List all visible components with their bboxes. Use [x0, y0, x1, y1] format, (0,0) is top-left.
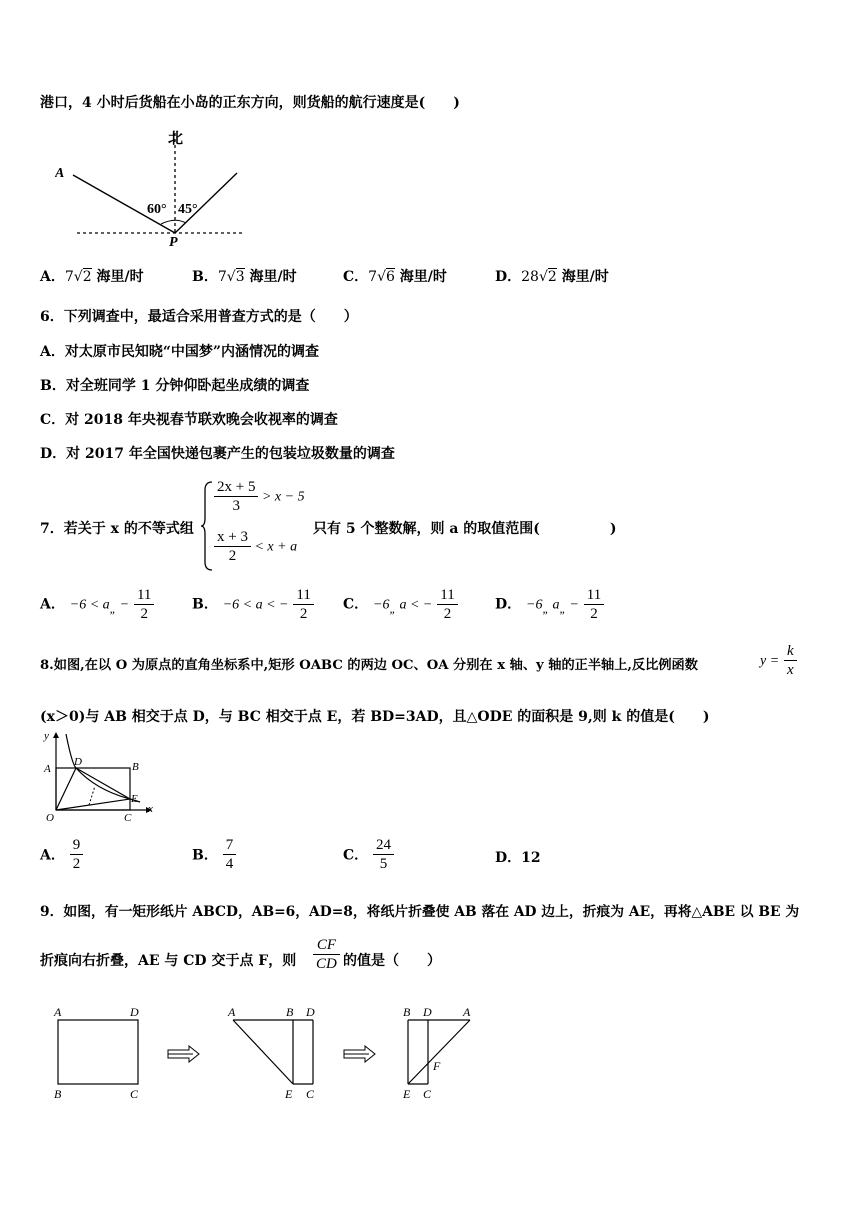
q5-option-b [192, 266, 297, 286]
q7-option-b [192, 586, 314, 623]
point-p-label: P [169, 235, 178, 250]
q8-figure [36, 728, 161, 826]
q9-stem-b2: 的值是（ ） [343, 953, 441, 969]
q7-option-c [343, 586, 458, 623]
fraction-denominator: CD [316, 956, 337, 972]
angle-45-label: 45° [178, 202, 198, 217]
option-rel-2: „ [559, 602, 566, 616]
cf-cd-fraction [313, 936, 340, 973]
fraction-numerator: 11 [437, 586, 457, 605]
point-c-label: C [124, 812, 132, 824]
fraction-denominator: 2 [140, 606, 148, 622]
q8-function [760, 642, 797, 679]
q8-option-d [495, 847, 541, 867]
fraction-denominator: 5 [379, 856, 388, 872]
option-coef: 7 [64, 269, 74, 285]
q5-option-a [40, 266, 144, 286]
option-fraction [373, 836, 394, 873]
option-radicand: 2 [82, 269, 92, 285]
fraction-denominator: 2 [299, 606, 308, 622]
option-unit: 海里/时 [249, 269, 297, 285]
ineq2-fraction [214, 528, 251, 565]
q8-option-c [343, 836, 394, 873]
point-c-label: C [130, 1087, 139, 1101]
q6-stem: 6．下列调查中，最适合采用普查方式的是（ ） [40, 309, 358, 325]
ineq2-denominator: 2 [228, 548, 237, 564]
fraction-denominator: 2 [443, 606, 452, 622]
q6-option-d: D．对 2017 年全国快递包裹产生的包装垃圾数量的调查 [40, 446, 395, 462]
q7-inequality-2 [214, 528, 297, 565]
q6-option-a: A．对太原市民知晓“中国梦”内涵情况的调查 [40, 344, 319, 360]
point-a-label: A [463, 1005, 471, 1019]
option-rel: „ [542, 602, 549, 616]
q5-option-c [343, 266, 447, 286]
q5-option-d [495, 266, 609, 286]
point-d-label: D [74, 756, 82, 768]
fraction-numerator: 7 [223, 836, 237, 855]
fraction-numerator: 11 [134, 586, 154, 605]
fraction-numerator: 11 [293, 586, 313, 605]
point-b-label: B [286, 1005, 294, 1019]
sqrt-icon: √ [377, 269, 386, 285]
fraction-numerator: 11 [584, 586, 604, 605]
fraction-denominator: 2 [590, 606, 598, 622]
point-b-label: B [132, 761, 139, 773]
option-expr: −6 [526, 597, 543, 613]
ineq2-rhs: < x + a [250, 539, 298, 555]
option-letter: D． [495, 850, 522, 866]
point-d-label: D [306, 1005, 315, 1019]
point-o-label: O [46, 812, 54, 824]
right-arrow-icon [167, 1045, 201, 1063]
ineq1-numerator: 2x + 5 [214, 478, 258, 497]
fraction-denominator: 2 [72, 856, 81, 872]
option-fraction [293, 586, 313, 623]
option-letter: B． [192, 847, 218, 864]
function-denominator: x [787, 662, 794, 678]
option-rel: „ [389, 602, 396, 616]
fraction-denominator: 4 [225, 856, 234, 872]
option-letter: B． [192, 596, 218, 613]
sqrt-icon: √ [73, 269, 83, 285]
q7-option-a [40, 586, 154, 623]
q9-fraction [313, 936, 340, 973]
q8-option-b [192, 836, 236, 873]
q8-option-a [40, 836, 83, 873]
q8-stem-a: 8.如图,在以 O 为原点的直角坐标系中,矩形 OABC 的两边 OC、OA 分别在 x 轴、y 轴的正半轴上,反比例函数 [40, 658, 698, 673]
point-f-label: F [433, 1059, 441, 1073]
point-a-label: A [228, 1005, 236, 1019]
angle-60-label: 60° [147, 202, 167, 217]
point-a-label: A [55, 166, 65, 181]
point-b-label: B [403, 1005, 411, 1019]
q7-inequality-1 [214, 478, 305, 515]
function-lhs: y = [760, 653, 780, 669]
function-fraction [784, 642, 797, 679]
option-unit: 海里/时 [399, 269, 447, 285]
fraction-numerator: 24 [373, 836, 394, 855]
ineq1-denominator: 3 [232, 498, 240, 514]
option-letter: C． [343, 596, 369, 613]
point-e-label: E [285, 1087, 293, 1101]
option-neg: a < − [395, 597, 433, 613]
option-rel: „ [109, 602, 117, 616]
function-numerator: k [784, 642, 797, 661]
q9-stem-b1: 折痕向右折叠，AE 与 CD 交于点 F，则 [40, 953, 297, 969]
fraction-numerator: CF [313, 936, 340, 955]
point-e-label: E [131, 793, 138, 805]
option-expr: −6 < a < − [222, 597, 289, 613]
point-b-label: B [54, 1087, 62, 1101]
ineq1-fraction [214, 478, 258, 515]
option-fraction [223, 836, 237, 873]
q9-figure-1 [50, 1002, 150, 1102]
point-d-label: D [423, 1005, 432, 1019]
axis-y-label: y [44, 730, 49, 742]
option-radicand: 6 [386, 269, 395, 285]
point-e-label: E [403, 1087, 411, 1101]
north-label: 北 [168, 131, 184, 147]
ineq2-numerator: x + 3 [214, 528, 251, 547]
point-d-label: D [130, 1005, 139, 1019]
option-letter: B． [192, 269, 218, 285]
point-c-label: C [306, 1087, 315, 1101]
option-coef: 28 [521, 269, 539, 285]
q9-figure-2 [225, 1002, 325, 1102]
q9-stem-a: 9．如图，有一矩形纸片 ABCD，AB=6，AD=8，将纸片折叠使 AB 落在 AD 边上，折痕为 AE，再将△ABE 以 BE 为 [40, 904, 800, 920]
right-arrow-icon [343, 1045, 377, 1063]
option-letter: D． [495, 596, 522, 613]
point-a-label: A [44, 763, 51, 775]
q9-figure-3 [400, 1002, 490, 1102]
axis-x-label: x [148, 803, 153, 815]
option-neg: − [116, 597, 130, 613]
option-letter: C． [343, 269, 369, 285]
q8-stem-b: (x＞0)与 AB 相交于点 D，与 BC 相交于点 E，若 BD=3AD，且△ODE 的面积是 9,则 k 的值是( ) [40, 709, 710, 725]
option-neg: a [548, 597, 560, 613]
q5-stem: 港口，4 小时后货船在小岛的正东方向，则货船的航行速度是( ) [40, 95, 460, 111]
option-radicand: 2 [547, 269, 557, 285]
option-unit: 海里/时 [561, 269, 609, 285]
option-expr: −6 < a [69, 597, 110, 613]
sqrt-icon: √ [538, 269, 548, 285]
q7-suffix: 只有 5 个整数解，则 a 的取值范围( ) [313, 521, 617, 537]
option-coef: 7 [217, 269, 227, 285]
point-a-label: A [54, 1005, 62, 1019]
option-value: 12 [521, 850, 541, 866]
fraction-numerator: 9 [70, 836, 84, 855]
option-fraction [134, 586, 154, 623]
q6-option-b: B．对全班同学 1 分钟仰卧起坐成绩的调查 [40, 378, 310, 394]
option-unit: 海里/时 [96, 269, 144, 285]
option-radicand: 3 [235, 269, 245, 285]
option-neg-2: − [565, 597, 579, 613]
option-letter: C． [343, 847, 369, 864]
sqrt-icon: √ [226, 269, 236, 285]
q7-option-d [495, 586, 604, 623]
option-coef: 7 [368, 269, 378, 285]
point-c-label: C [423, 1087, 432, 1101]
option-expr: −6 [373, 597, 390, 613]
option-fraction [437, 586, 457, 623]
brace-icon [200, 480, 214, 572]
option-fraction [584, 586, 604, 623]
option-letter: A． [40, 596, 65, 613]
option-letter: D． [495, 269, 522, 285]
ineq1-rhs: > x − 5 [258, 489, 305, 505]
option-letter: A． [40, 269, 65, 285]
q6-option-c: C．对 2018 年央视春节联欢晚会收视率的调查 [40, 412, 338, 428]
q5-figure [55, 125, 255, 250]
q7-prefix: 7．若关于 x 的不等式组 [40, 521, 194, 537]
option-letter: A． [40, 847, 65, 864]
option-fraction [70, 836, 84, 873]
